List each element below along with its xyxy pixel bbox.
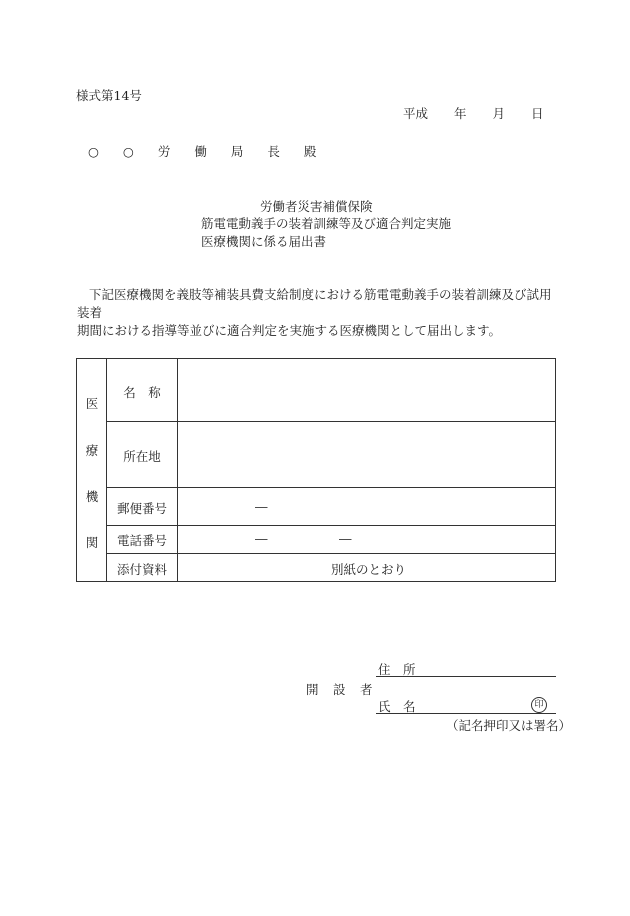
- phone-dash: ―: [255, 531, 268, 546]
- body-line-2: 期間における指導等並びに適合判定を実施する医療機関として届出します。: [77, 323, 502, 338]
- date-month: 月: [492, 106, 506, 121]
- form-number: 様式第14号: [76, 88, 142, 103]
- phone-dash: ―: [339, 531, 352, 546]
- address-underline: [376, 676, 556, 677]
- side-label-char: 機: [85, 489, 99, 504]
- body-line-1: [77, 286, 559, 322]
- address-label: 所在地: [123, 449, 161, 464]
- addressee-char: 働: [194, 144, 211, 159]
- side-label-char: 医: [85, 396, 99, 411]
- date-year: 年: [454, 106, 467, 121]
- founder-label: 開 設 者: [306, 682, 374, 697]
- founder-name-label: 氏 名: [378, 699, 416, 714]
- side-label-char: 関: [85, 535, 99, 550]
- postal-dash: ―: [255, 499, 268, 514]
- addressee-char: ○: [122, 144, 138, 159]
- title-line-2: 筋電電動義手の装着訓練等及び適合判定実施: [201, 216, 452, 231]
- addressee-char: 労: [157, 144, 175, 159]
- date-era: 平成: [403, 106, 429, 121]
- date-line: [403, 104, 544, 122]
- table-divider: [106, 421, 555, 422]
- date-day: 日: [531, 106, 544, 121]
- table-divider: [106, 525, 555, 526]
- postal-label: 郵便番号: [116, 501, 167, 516]
- table-divider: [106, 553, 555, 554]
- addressee-char: ○: [88, 144, 103, 159]
- body-text: [77, 286, 559, 340]
- name-underline: [376, 713, 556, 714]
- title-line-1: 労働者災害補償保険: [260, 199, 373, 214]
- title-line-3: 医療機関に係る届出書: [201, 234, 327, 249]
- seal-mark: 印: [531, 697, 547, 713]
- name-label: 名 称: [123, 385, 161, 400]
- body-line-1-text: 下記医療機関を義肢等補装具費支給制度における筋電電動義手の装着訓練及び試用装着: [77, 287, 552, 320]
- attachment-value: 別紙のとおり: [331, 562, 407, 577]
- table-divider: [177, 359, 178, 581]
- addressee-char: 長: [267, 144, 284, 159]
- attachment-label: 添付資料: [116, 562, 167, 577]
- addressee-char: 局: [230, 144, 248, 159]
- phone-label: 電話番号: [116, 533, 167, 548]
- addressee: [88, 142, 320, 160]
- table-divider: [106, 487, 555, 488]
- founder-address-label: 住 所: [378, 662, 416, 677]
- side-label-char: 療: [85, 443, 99, 458]
- signature-note: （記名押印又は署名）: [446, 718, 572, 733]
- facility-table: [76, 358, 556, 582]
- addressee-char: 殿: [303, 144, 321, 159]
